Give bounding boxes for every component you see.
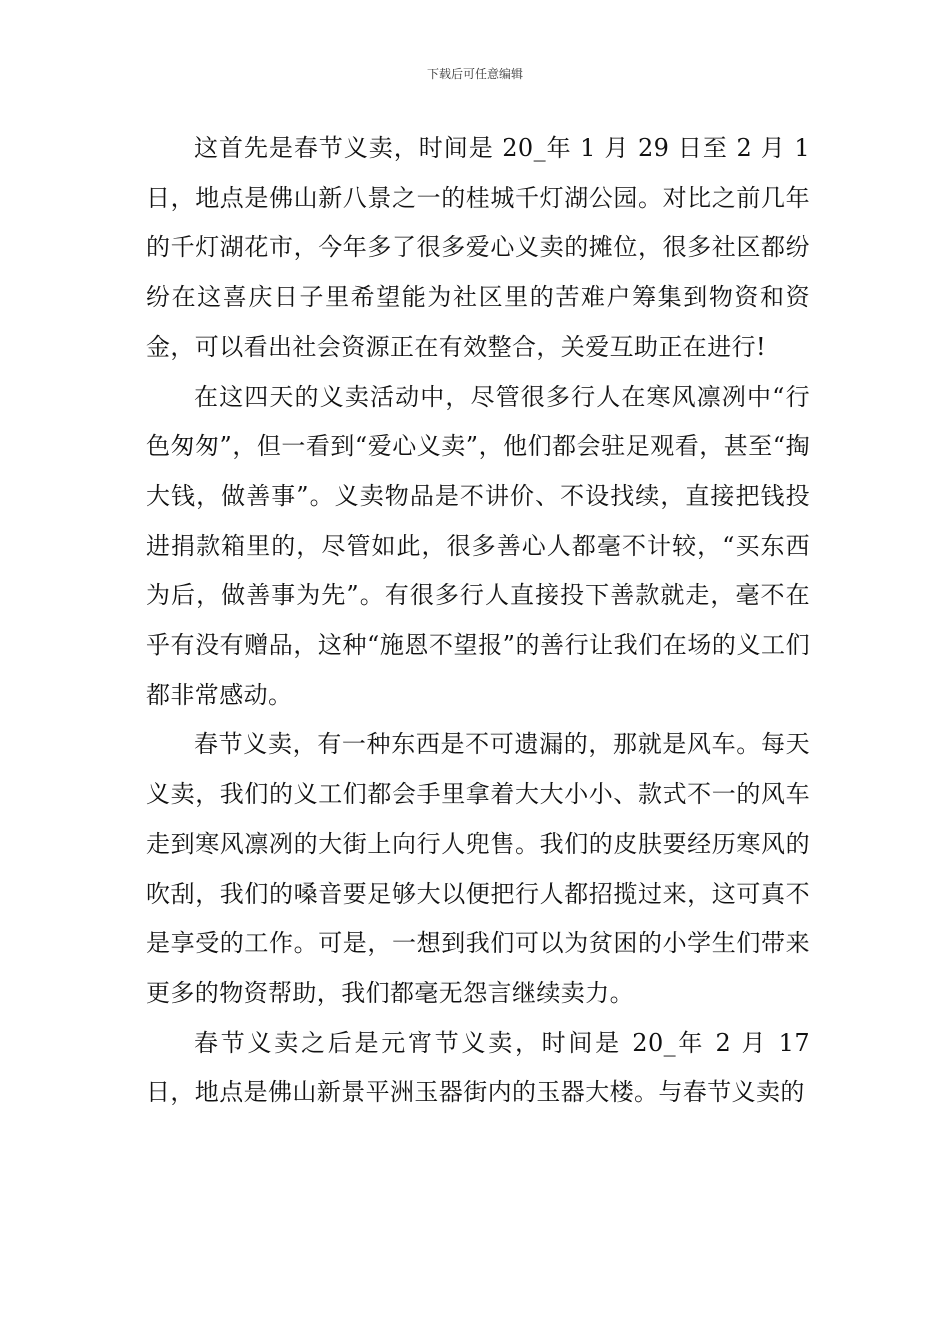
paragraph-spring-festival-sale: 这首先是春节义卖，时间是 20_年 1 月 29 日至 2 月 1 日，地点是佛山新八景之一的桂城千灯湖公园。对比之前几年的千灯湖花市，今年多了很多爱心义卖的摊位，很多社区都纷纷在这喜庆日子里希望能为社区里的苦难户筹集到物资和资金，可以看出社会资源正在有效整合，关爱互助正在进行! <box>146 134 810 361</box>
page-header-note: 下载后可任意编辑 <box>426 67 523 81</box>
paragraph-four-days-activity: 在这四天的义卖活动中，尽管很多行人在寒风凛冽中“行色匆匆”，但一看到“爱心义卖”，他们都会驻足观看，甚至“掏大钱，做善事”。义卖物品是不讲价、不设找续，直接把钱投进捐款箱里的，尽管如此，很多善心人都毫不计较，“买东西为后，做善事为先”。有很多行人直接投下善款就走，毫不在乎有没有赠品，这种“施恩不望报”的善行让我们在场的义工们都非常感动。 <box>146 382 810 709</box>
document-body <box>146 124 810 1118</box>
paragraph-lantern-festival-sale: 春节义卖之后是元宵节义卖，时间是 20_年 2 月 17 日，地点是佛山新景平洲玉器街内的玉器大楼。与春节义卖的 <box>146 1028 810 1107</box>
paragraph-pinwheels: 春节义卖，有一种东西是不可遗漏的，那就是风车。每天义卖，我们的义工们都会手里拿着大大小小、款式不一的风车走到寒风凛冽的大街上向行人兜售。我们的皮肤要经历寒风的吹刮，我们的嗓音要足够大以便把行人都招揽过来，这可真不是享受的工作。可是，一想到我们可以为贫困的小学生们带来更多的物资帮助，我们都毫无怨言继续卖力。 <box>146 730 810 1007</box>
